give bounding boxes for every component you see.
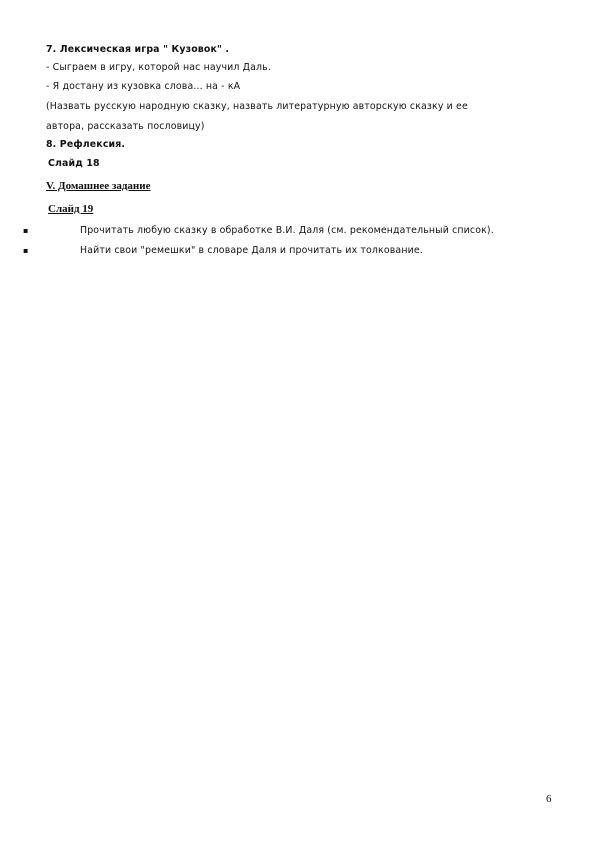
play-game-line: - Сыграем в игру, которой нас научил Даль. [46,62,271,73]
slide-19-label: Слайд 19 [48,203,94,215]
section-7-heading: 7. Лексическая игра " Кузовок" . [46,44,230,55]
section-8-heading: 8. Рефлексия. [46,139,126,150]
homework-item-2: Найти свои "ремешки" в словаре Даля и прочитать их толкование. [80,245,423,256]
get-words-line: - Я достану из кузовка слова... на - кА [46,81,241,92]
homework-heading: V. Домашнее задание [46,180,151,192]
homework-item-1: Прочитать любую сказку в обработке В.И. Даля (см. рекомендательный список). [80,225,494,236]
page-number: 6 [546,793,552,805]
instruction-line-2: автора, рассказать пословицу) [46,121,205,132]
slide-18-label: Слайд 18 [48,158,100,169]
instruction-line-1: (Назвать русскую народную сказку, назвать литературную авторскую сказку и ее [46,101,468,112]
bullet-icon: ▪ [23,226,29,235]
bullet-icon: ▪ [23,246,29,255]
